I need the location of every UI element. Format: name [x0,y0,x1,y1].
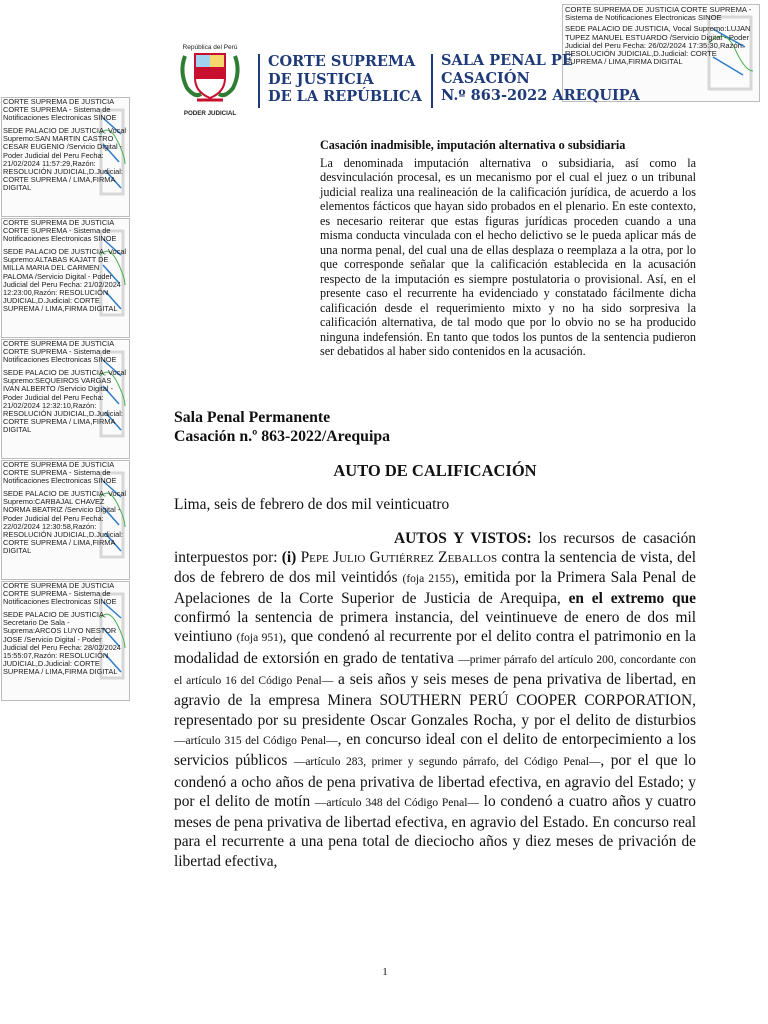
body-paragraph [174,529,696,871]
signature-stamp [1,97,130,217]
stamp-details: SEDE PALACIO DE JUSTICIA, Vocal Supremo:LUJAN TUPEZ MANUEL ESTUARDO /Servicio Digital - Poder Judicial del Peru Fecha: 26/02/2024 17:35:30,Razón: RESOLUCIÓN JUDICIAL,D.Judicial: CORTE SUPREMA / LIMA,FIRMA DIGITAL [565,24,751,67]
svg-text:República del Perú: República del Perú [182,44,238,51]
summary-title: Casación inadmisible, imputación alternativa o subsidiaria [320,138,626,152]
body-text: contra la sentencia de vista, del dos de febrero de dos mil veintidós [174,549,696,586]
court-name-line: DE LA REPÚBLICA [268,88,422,105]
appellant-name: Pepe Julio Gutiérrez Zeballos [300,549,498,567]
case-chamber: Sala Penal Permanente [174,409,331,426]
stamp-header: CORTE SUPREMA DE JUSTICIA CORTE SUPREMA - Sistema de Notificaciones Electronicas SINOE [3,339,117,365]
stamp-header: CORTE SUPREMA DE JUSTICIA CORTE SUPREMA - Sistema de Notificaciones Electronicas SINOE [3,581,117,607]
court-name-line: DE JUSTICIA [268,70,374,88]
stamp-header: CORTE SUPREMA DE JUSTICIA CORTE SUPREMA - Sistema de Notificaciones Electronicas SINOE [3,97,117,123]
legal-reference: —primer párrafo del artículo 200, concordante con el artículo 16 del Código Penal— [174,653,696,688]
date-line: Lima, seis de febrero de dos mil veinticuatro [174,496,450,513]
signature-stamp [1,581,130,701]
stamp-details: SEDE PALACIO DE JUSTICIA, Vocal Supremo:ALTABAS KAJATT DE MILLA MARIA DEL CARMEN PALOMA /Servicio Digital - Poder Judicial del Peru Fecha: 21/02/2024 12:23:00,Razón: RESOLUCIÓN JUDICIAL,D.Judicial: CORTE SUPREMA / LIMA,FIRMA DIGITAL [3,247,129,313]
case-identification [174,408,696,447]
stamp-header: CORTE SUPREMA DE JUSTICIA CORTE SUPREMA - Sistema de Notificaciones Electronicas SINOE [565,5,752,23]
stamp-header: CORTE SUPREMA DE JUSTICIA CORTE SUPREMA - Sistema de Notificaciones Electronicas SINOE [3,218,117,244]
legal-reference: —artículo 283, primer y segundo párrafo, del Código Penal— [293,756,601,769]
stamp-details: SEDE PALACIO DE JUSTICIA, Vocal Supremo:CARBAJAL CHAVEZ NORMA BEATRIZ /Servicio Digital - Poder Judicial del Peru Fecha: 22/02/2024 12:30:58,Razón: RESOLUCIÓN JUDICIAL,D.Judicial: CORTE SUPREMA / LIMA,FIRMA DIGITAL [3,489,129,555]
letterhead-divider [431,54,433,108]
case-number: Casación n.º 863-2022/Arequipa [174,428,391,446]
chamber-line: SALA PENAL PE [441,52,573,69]
stamp-details: SEDE PALACIO DE JUSTICIA, Secretario De Sala - Suprema:ARCOS LUYO NESTOR JOSE /Servicio Digital - Poder Judicial del Peru Fecha: 28/02/2024 15:55:07,Razón: RESOLUCIÓN JUDICIAL,D.Judicial: CORTE SUPREMA / LIMA,FIRMA DIGITAL [3,610,123,676]
court-name-line: CORTE SUPREMA [268,53,416,70]
signature-stamp [1,339,130,459]
document-title: AUTO DE CALIFICACIÓN [333,461,537,480]
court-name [268,53,422,106]
signature-stamp [1,460,130,580]
page-number: 1 [382,966,388,978]
signature-stamp [1,218,130,338]
chamber-line: N.º 863-2022 AREQUIPA [441,87,640,104]
foja-reference: (foja 951) [236,632,283,645]
letterhead-divider [258,54,260,108]
body-text: confirmó la sentencia de primera instancia, del veintinueve de enero de dos mil veintiuno [174,609,696,646]
summary-block [320,138,696,359]
stamp-details: SEDE PALACIO DE JUSTICIA, Vocal Supremo:SEQUEIROS VARGAS IVAN ALBERTO /Servicio Digital - Poder Judicial del Peru Fecha: 21/02/2024 12:32:10,Razón: RESOLUCIÓN JUDICIAL,D.Judicial: CORTE SUPREMA / LIMA,FIRMA DIGITAL [3,368,129,434]
body-text: a seis años y seis meses de pena privativa de libertad, en agravio de la empresa Minera SOUTHERN PERÚ COOPER CORPORATION, representado por su presidente Oscar Gonzales Rocha, y por el delito de disturbios [174,671,696,729]
coat-of-arms-logo [175,42,245,118]
body-text: , por el que lo condenó a ocho años de pena privativa de libertad efectiva, en agravio del Estado; y por el delito de motín [174,752,696,810]
autos-heading: AUTOS Y VISTOS: [394,530,532,547]
legal-reference: —artículo 315 del Código Penal— [174,734,338,747]
legal-reference: —artículo 348 del Código Penal— [314,796,479,809]
body-text: lo condenó a cuatro años y cuatro meses de pena privativa de libertad efectiva, en agravio del Estado. En concurso real para el recurrente a una pena total de dieciocho años y diez meses de privación de libertad efectiva, [174,792,696,870]
item-marker: (i) [281,549,297,567]
summary-body: La denominada imputación alternativa o subsidiaria, así como la desvinculación procesal, es un mecanismo por el cual el juez o un tribunal judicial realiza una realineación de la calificación jurídica, de acuerdo a los elementos fácticos que hayan sido probados en el plenario. En este contexto, es necesario reiterar que estas figuras jurídicas proceden cuando a una misma conducta vinculada con el hecho delictivo se le pueda aplicar más de una norma penal, del cual una de ellas desplaza o reemplaza a la otra, por lo que corresponde señalar que la calificación establecida en la acusación respecto de la imputación es siempre postulatoria o provisional. Así, en el presente caso el recurrente ha evidenciado y constatado fácilmente dicha calificación desde el requerimiento mixto y no ha sido sorpresiva la calificación alternativa, de tal modo que por lo obvio no se ha producido ninguna indefensión. En tanto que todos los puntos de la sentencia pudieron ser debatidos al haber sido contenidos en la acusación. [320,155,696,358]
body-text: los recursos de casación interpuestos por: [174,530,697,567]
svg-text:PODER JUDICIAL: PODER JUDICIAL [183,110,237,117]
emphasis-text: en el extremo que [568,589,696,607]
stamp-details: SEDE PALACIO DE JUSTICIA, Vocal Supremo:SAN MARTIN CASTRO CESAR EUGENIO /Servicio Digital - Poder Judicial del Peru Fecha: 21/02/2024 11:57:29,Razón: RESOLUCIÓN JUDICIAL,D.Judicial: CORTE SUPREMA / LIMA,FIRMA DIGITAL [3,126,129,192]
body-text: , emitida por la Primera Sala Penal de Apelaciones de la Corte Superior de Justicia de Arequipa, [174,568,696,607]
body-text: , en concurso ideal con el delito de entorpecimiento a los servicios públicos [174,730,696,770]
chamber-header [441,52,640,105]
chamber-line: CASACIÓN [441,69,530,87]
foja-reference: (foja 2155) [402,572,456,585]
stamp-header: CORTE SUPREMA DE JUSTICIA CORTE SUPREMA - Sistema de Notificaciones Electronicas SINOE [3,460,117,486]
body-text: , que condenó al recurrente por el delito contra el patrimonio en la modalidad de extorsión en grado de tentativa [174,628,696,667]
